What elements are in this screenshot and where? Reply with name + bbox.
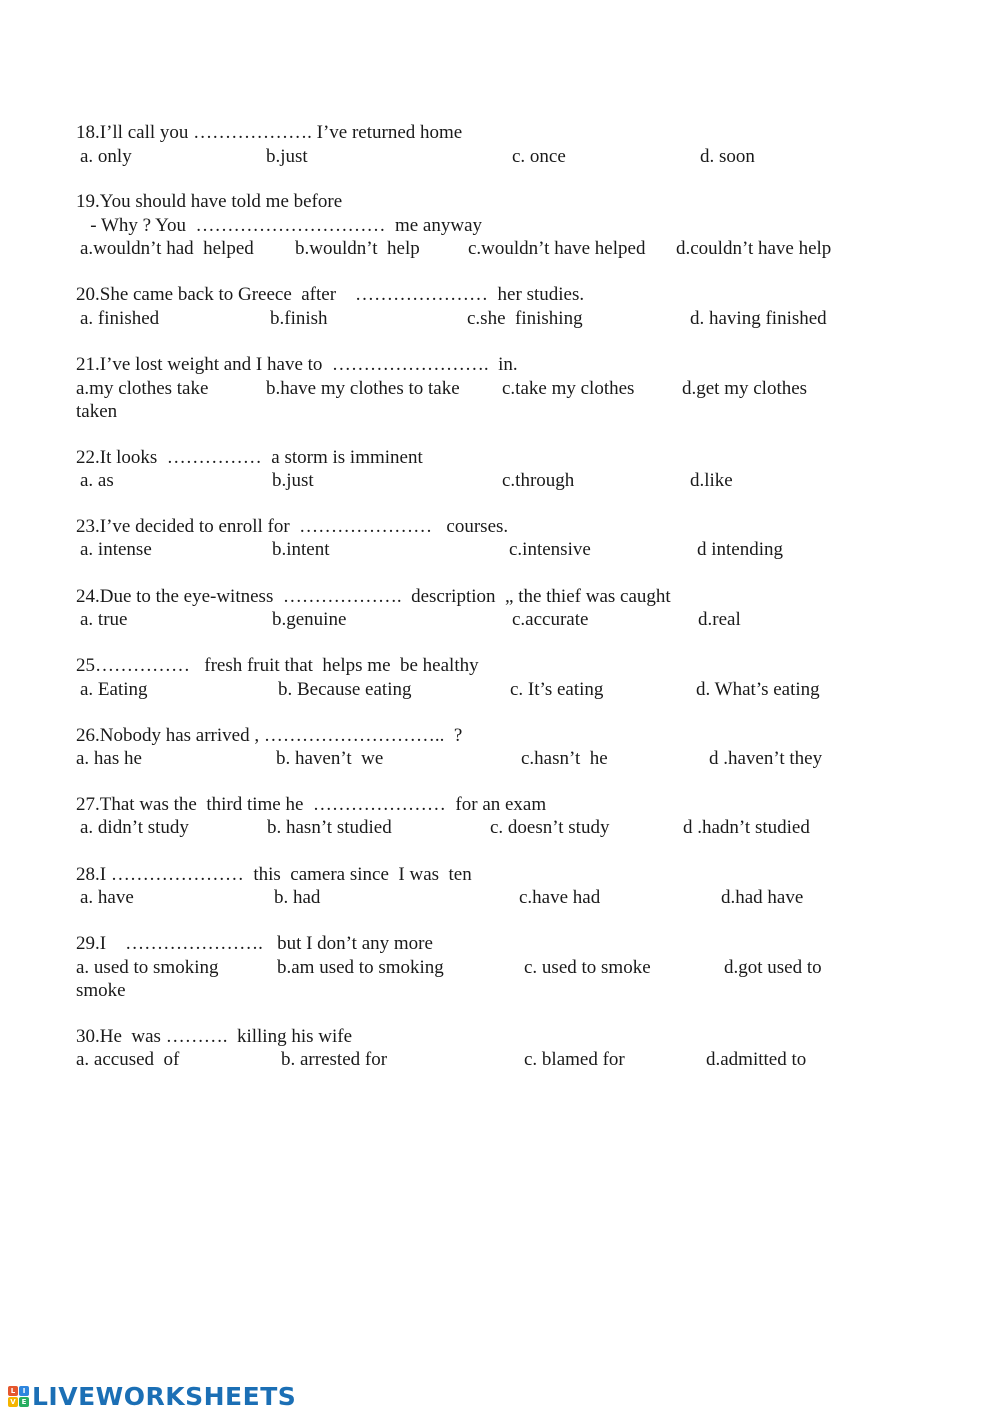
q19-option-a[interactable]: a.wouldn’t had helped — [80, 238, 254, 259]
q23-option-a[interactable]: a. intense — [80, 539, 152, 560]
q22-option-b[interactable]: b.just — [272, 470, 314, 491]
q20-option-d[interactable]: d. having finished — [690, 308, 827, 329]
q23-option-d[interactable]: d intending — [697, 539, 784, 560]
q18-option-c[interactable]: c. once — [512, 146, 566, 167]
q23-option-b[interactable]: b.intent — [272, 539, 330, 560]
logo-tile-v: V — [8, 1397, 18, 1407]
q28-option-d[interactable]: d.had have — [721, 887, 804, 908]
q29-option-a[interactable]: a. used to smoking — [76, 957, 219, 978]
q20-option-a[interactable]: a. finished — [80, 308, 160, 329]
logo-brand-text: LIVEWORKSHEETS — [32, 1381, 297, 1411]
q27-option-a[interactable]: a. didn’t study — [80, 817, 189, 838]
q18-option-b[interactable]: b.just — [266, 146, 308, 167]
q25-option-d[interactable]: d. What’s eating — [696, 679, 820, 700]
q21-option-d[interactable]: d.get my clothes — [682, 378, 808, 399]
q21-option-d-wrap[interactable]: taken — [76, 401, 118, 422]
q22-option-d[interactable]: d.like — [690, 470, 733, 491]
logo-tile-e: E — [19, 1397, 29, 1407]
q22-option-a[interactable]: a. as — [80, 470, 114, 491]
question-29-stem: 29.I …………………. but I don’t any more — [76, 933, 433, 954]
q29-option-d-wrap[interactable]: smoke — [76, 980, 126, 1001]
question-24-stem: 24.Due to the eye-witness ………………. description „ the thief was caught — [76, 586, 671, 607]
q21-option-c[interactable]: c.take my clothes — [502, 378, 635, 399]
q25-option-c[interactable]: c. It’s eating — [510, 679, 604, 700]
q30-option-b[interactable]: b. arrested for — [281, 1049, 388, 1070]
q27-option-c[interactable]: c. doesn’t study — [490, 817, 610, 838]
q29-option-c[interactable]: c. used to smoke — [524, 957, 651, 978]
q25-option-b[interactable]: b. Because eating — [278, 679, 412, 700]
q26-option-b[interactable]: b. haven’t we — [276, 748, 384, 769]
question-21-stem: 21.I’ve lost weight and I have to ……………………. in. — [76, 354, 518, 375]
q30-option-c[interactable]: c. blamed for — [524, 1049, 625, 1070]
q26-option-d[interactable]: d .haven’t they — [709, 748, 823, 769]
q28-option-a[interactable]: a. have — [80, 887, 134, 908]
q18-option-d[interactable]: d. soon — [700, 146, 755, 167]
q29-option-b[interactable]: b.am used to smoking — [277, 957, 444, 978]
question-26-stem: 26.Nobody has arrived , ……………………….. ? — [76, 725, 463, 746]
q20-option-c[interactable]: c.she finishing — [467, 308, 583, 329]
logo-tile-i: I — [19, 1386, 29, 1396]
question-27-stem: 27.That was the third time he ………………… for an exam — [76, 794, 547, 815]
q19-option-b[interactable]: b.wouldn’t help — [295, 238, 420, 259]
question-25-stem: 25…………… fresh fruit that helps me be healthy — [76, 655, 479, 676]
question-22-stem: 22.It looks …………… a storm is imminent — [76, 447, 423, 468]
question-28-stem: 28.I ………………… this camera since I was ten — [76, 864, 472, 885]
q18-option-a[interactable]: a. only — [80, 146, 132, 167]
q20-option-b[interactable]: b.finish — [270, 308, 328, 329]
q24-option-a[interactable]: a. true — [80, 609, 128, 630]
q24-option-d[interactable]: d.real — [698, 609, 741, 630]
liveworksheets-logo[interactable] — [8, 1381, 296, 1411]
q19-option-d[interactable]: d.couldn’t have help — [676, 238, 832, 259]
q24-option-b[interactable]: b.genuine — [272, 609, 347, 630]
q25-option-a[interactable]: a. Eating — [80, 679, 148, 700]
question-30-stem: 30.He was ………. killing his wife — [76, 1026, 353, 1047]
q19-option-c[interactable]: c.wouldn’t have helped — [468, 238, 646, 259]
q24-option-c[interactable]: c.accurate — [512, 609, 589, 630]
q22-option-c[interactable]: c.through — [502, 470, 575, 491]
q27-option-b[interactable]: b. hasn’t studied — [267, 817, 392, 838]
q21-option-b[interactable]: b.have my clothes to take — [266, 378, 460, 399]
q21-option-a[interactable]: a.my clothes take — [76, 378, 209, 399]
logo-mark-icon — [8, 1386, 29, 1407]
q26-option-c[interactable]: c.hasn’t he — [521, 748, 608, 769]
q23-option-c[interactable]: c.intensive — [509, 539, 591, 560]
q29-option-d[interactable]: d.got used to — [724, 957, 822, 978]
q30-option-d[interactable]: d.admitted to — [706, 1049, 807, 1070]
q28-option-c[interactable]: c.have had — [519, 887, 601, 908]
logo-tile-l: L — [8, 1386, 18, 1396]
q27-option-d[interactable]: d .hadn’t studied — [683, 817, 810, 838]
q26-option-a[interactable]: a. has he — [76, 748, 142, 769]
q28-option-b[interactable]: b. had — [274, 887, 321, 908]
question-18-stem: 18.I’ll call you ………………. I’ve returned home — [76, 122, 463, 143]
q30-option-a[interactable]: a. accused of — [76, 1049, 180, 1070]
question-19-stem-line2: - Why ? You ………………………… me anyway — [76, 215, 483, 236]
question-20-stem: 20.She came back to Greece after ………………… her studies. — [76, 284, 585, 305]
question-23-stem: 23.I’ve decided to enroll for ………………… courses. — [76, 516, 509, 537]
question-19-stem: 19.You should have told me before — [76, 191, 343, 212]
